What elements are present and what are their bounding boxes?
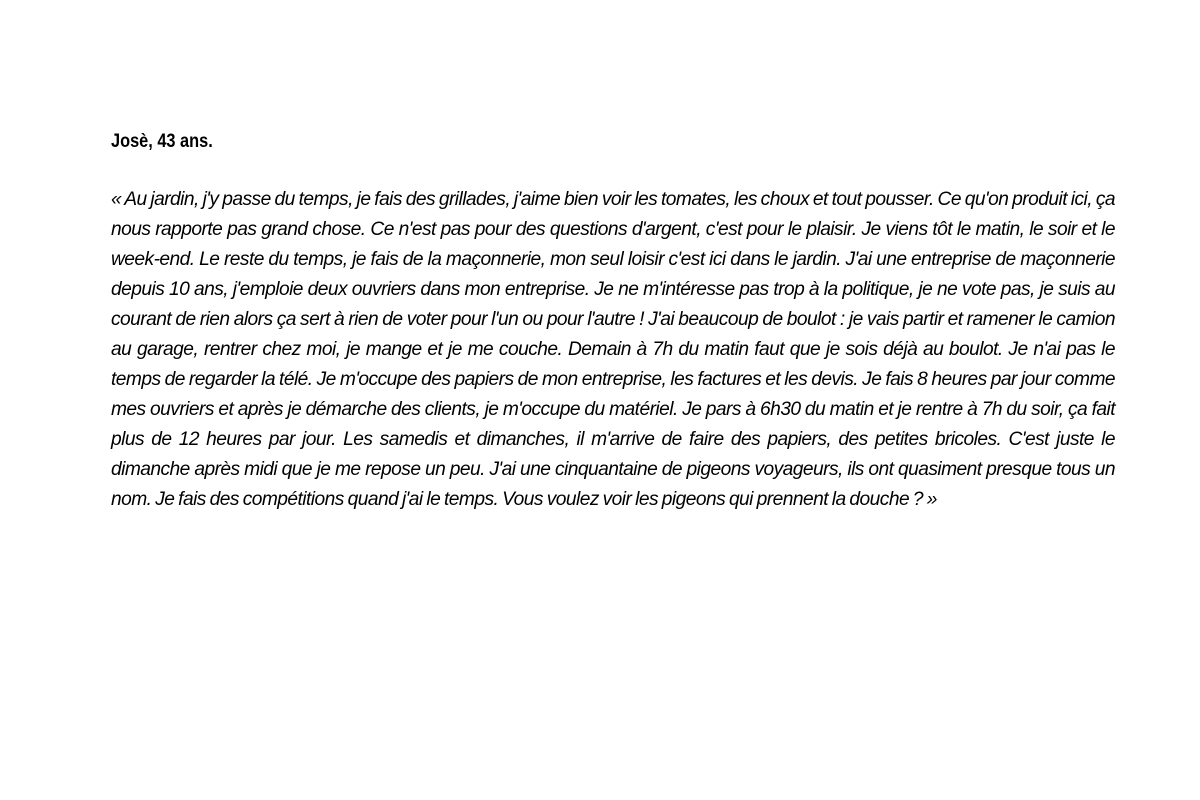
testimony-paragraph: « Au jardin, j'y passe du temps, je fais des grillades, j'aime bien voir les tomates, les choux et tout pousser. Ce qu'on produit ici, ça nous rapporte pas grand chose. Ce n'est pas pour des questions d'argent, c'est pour le plaisir. Je viens tôt le matin, le soir et le week-end. Le reste du temps, je fais de la maçonnerie, mon seul loisir c'est ici dans le jardin. J'ai une entreprise de maçonnerie depuis 10 ans, j'emploie deux ouvriers dans mon entreprise. Je ne m'intéresse pas trop à la politique, je ne vote pas, je suis au courant de rien alors ça sert à rien de voter pour l'un ou pour l'autre ! J'ai beaucoup de boulot : je vais partir et ramener le camion au garage, rentrer chez moi, je mange et je me couche. Demain à 7h du matin faut que je sois déjà au boulot. Je n'ai pas le temps de regarder la télé. Je m'occupe des papiers de mon entreprise, les factures et les devis. Je fais 8 heures par jour comme mes ouvriers et après je démarche des clients, je m'occupe du matériel. Je pars à 6h30 du matin et je rentre à 7h du soir, ça fait plus de 12 heures par jour. Les samedis et dimanches, il m'arrive de faire des papiers, des petites bricoles. C'est juste le dimanche après midi que je me repose un peu. J'ai une cinquantaine de pigeons voyageurs, ils ont quasiment presque tous un nom. Je fais des compétitions quand j'ai le temps. Vous voulez voir les pigeons qui prennent la douche ? » (111, 189, 1115, 510)
document-page (111, 128, 1115, 515)
speaker-heading: Josè, 43 ans. (111, 131, 213, 152)
